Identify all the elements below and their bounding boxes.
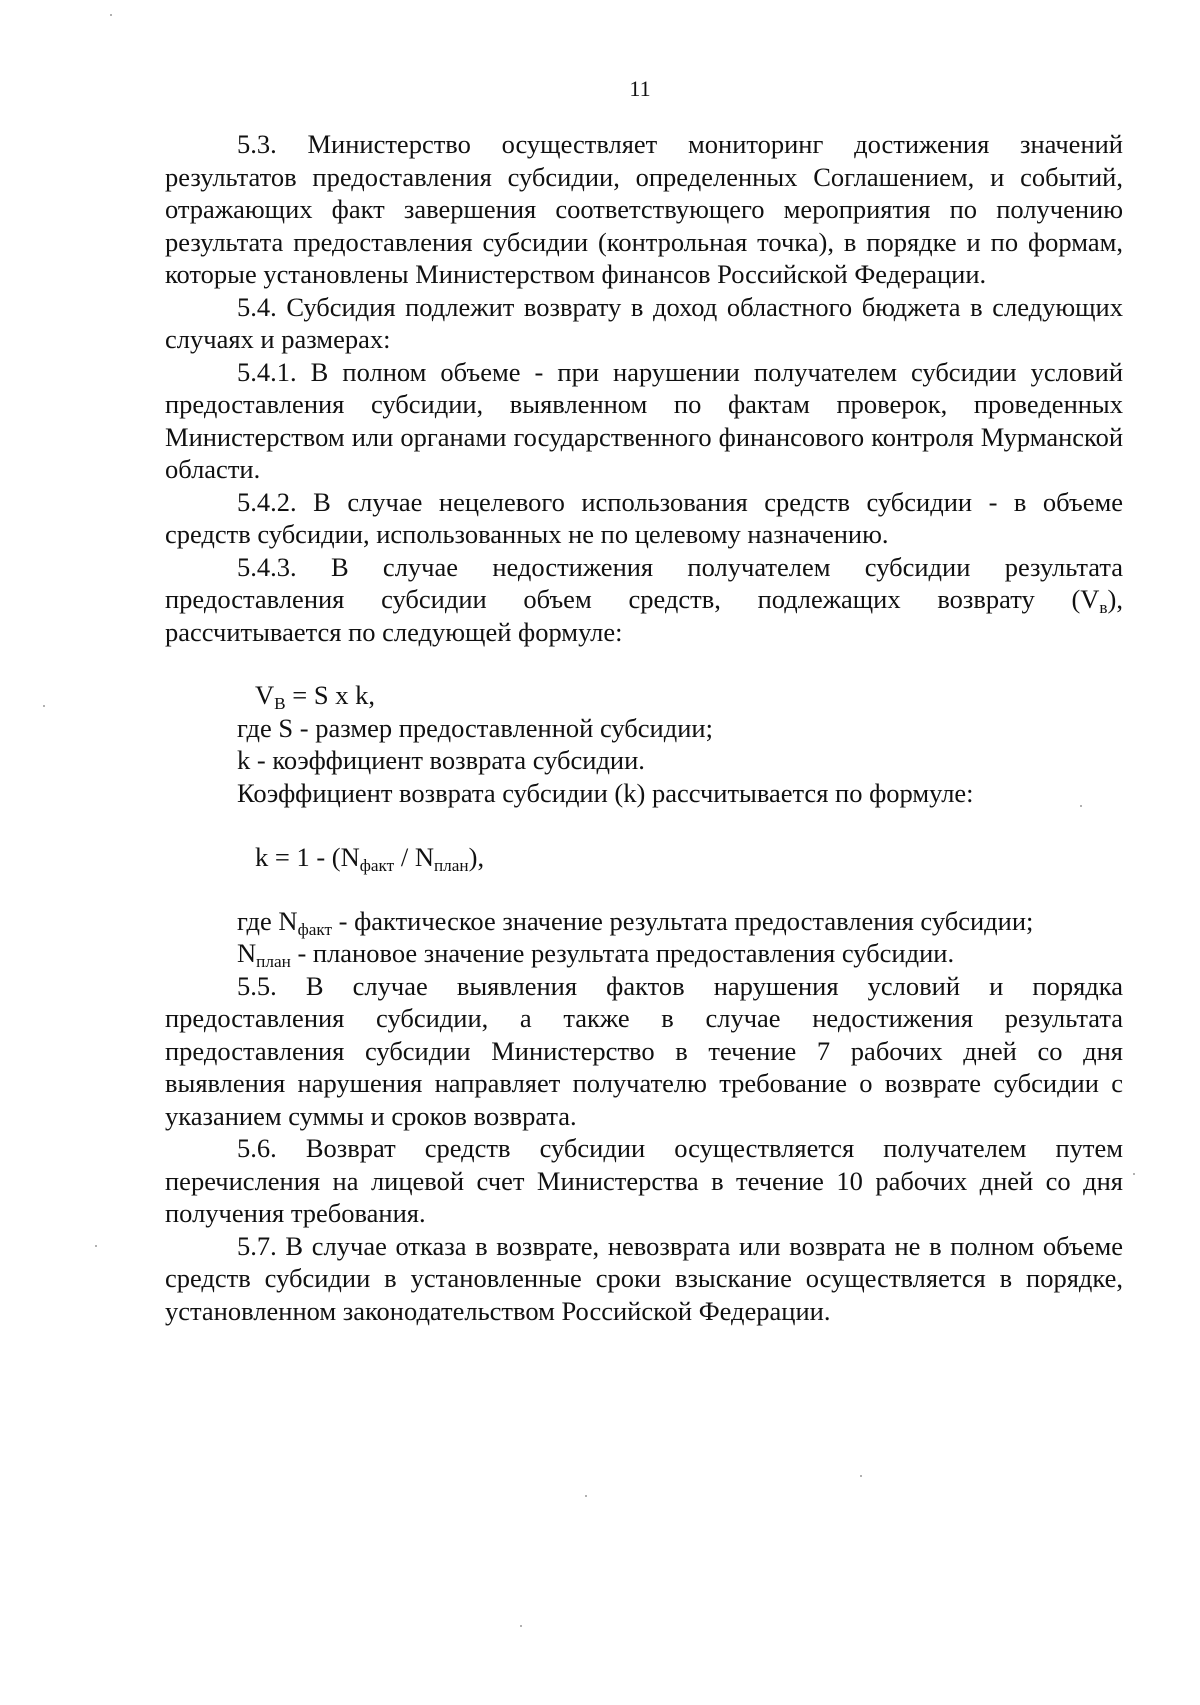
formula1-lhs-subscript: B [274, 694, 286, 714]
scan-speck [860, 1475, 862, 1477]
paragraph-5-4-2: 5.4.2. В случае нецелевого использования средств субсидии - в объеме средств субсидии, использованных не по целевому назначению. [165, 486, 1123, 549]
paragraph-5-4-3-tail: ), рассчитывается по следующей формуле: [165, 584, 1123, 647]
formula2-part1: k = 1 - (N [255, 842, 360, 872]
definition-n-plan [165, 937, 1123, 970]
paragraph-5-4-3 [165, 551, 1123, 649]
definition-n-fact-symbol: где N [237, 905, 298, 936]
formula2-part2: / N [394, 842, 434, 872]
paragraph-5-3: 5.3. Министерство осуществляет мониторинг достижения значений результатов предоставления субсидии, определенных Соглашением, и событий, отражающих факт завершения соответствующего мероприятия по получению результата предоставления субсидии (контрольная точка), в порядке и по формам, которые установлены Министерством финансов Российской Федерации. [165, 129, 1123, 289]
paragraph-5-5: 5.5. В случае выявления фактов нарушения условий и порядка предоставления субсидии, а также в случае недостижения результата предоставления субсидии Министерство в течение 7 рабочих дней со дня выявления нарушения направляет получателю требование о возврате субсидии с указанием суммы и сроков возврата. [165, 970, 1123, 1131]
paragraph-5-4-3-text: 5.4.3. В случае недостижения получателем субсидии результата предоставления субсидии объем средств, подлежащих возврату (V [165, 551, 1123, 614]
paragraph-5-4-1: 5.4.1. В полном объеме - при нарушении получателем субсидии условий предоставления субсидии, выявленном по фактам проверок, проведенных Министерством или органами государственного финансового контроля Мурманской области. [165, 356, 1123, 484]
scan-speck [43, 705, 45, 707]
formula1-lhs: V [255, 680, 275, 710]
formula-return-coefficient [165, 841, 1123, 874]
definition-k: k - коэффициент возврата субсидии. [237, 745, 645, 775]
scan-speck [110, 14, 112, 16]
document-body [165, 128, 1123, 1327]
formula2-part3: ), [468, 842, 485, 872]
paragraph-5-4: 5.4. Субсидия подлежит возврату в доход областного бюджета в следующих случаях и размерах: [165, 291, 1123, 354]
formula2-sub-plan: план [433, 856, 469, 876]
formula2-sub-fact: факт [359, 856, 395, 876]
definition-k-intro: Коэффициент возврата субсидии (k) рассчитывается по формуле: [237, 777, 974, 808]
formula-return-volume [165, 679, 1123, 712]
definition-n-plan-text: - плановое значение результата предоставления субсидии. [290, 938, 955, 968]
paragraph-5-7: 5.7. В случае отказа в возврате, невозврата или возврата не в полном объеме средств субсидии в установленные сроки взыскание осуществляется в порядке, установленном законодательством Российской Федерации. [165, 1230, 1123, 1326]
definition-s: где S - размер предоставленной субсидии; [237, 712, 713, 743]
formula1-rhs: = S x k, [285, 680, 375, 710]
paragraph-5-4-3-subscript: в [1099, 598, 1108, 618]
definition-n-plan-symbol: N [237, 938, 257, 968]
page-number: 11 [629, 76, 651, 101]
definition-n-fact-subscript: факт [297, 919, 333, 939]
definition-n-fact-text: - фактическое значение результата предоставления субсидии; [332, 905, 1034, 936]
scan-speck [1080, 805, 1082, 807]
scan-speck [585, 1495, 587, 1497]
scan-speck [520, 1625, 522, 1627]
definition-n-fact [165, 905, 1123, 938]
scan-speck [95, 1245, 97, 1247]
paragraph-5-6: 5.6. Возврат средств субсидии осуществляется получателем путем перечисления на лицевой счет Министерства в течение 10 рабочих дней со дня получения требования. [165, 1133, 1123, 1228]
scan-speck [1133, 1173, 1135, 1175]
definition-n-plan-subscript: план [256, 952, 291, 972]
